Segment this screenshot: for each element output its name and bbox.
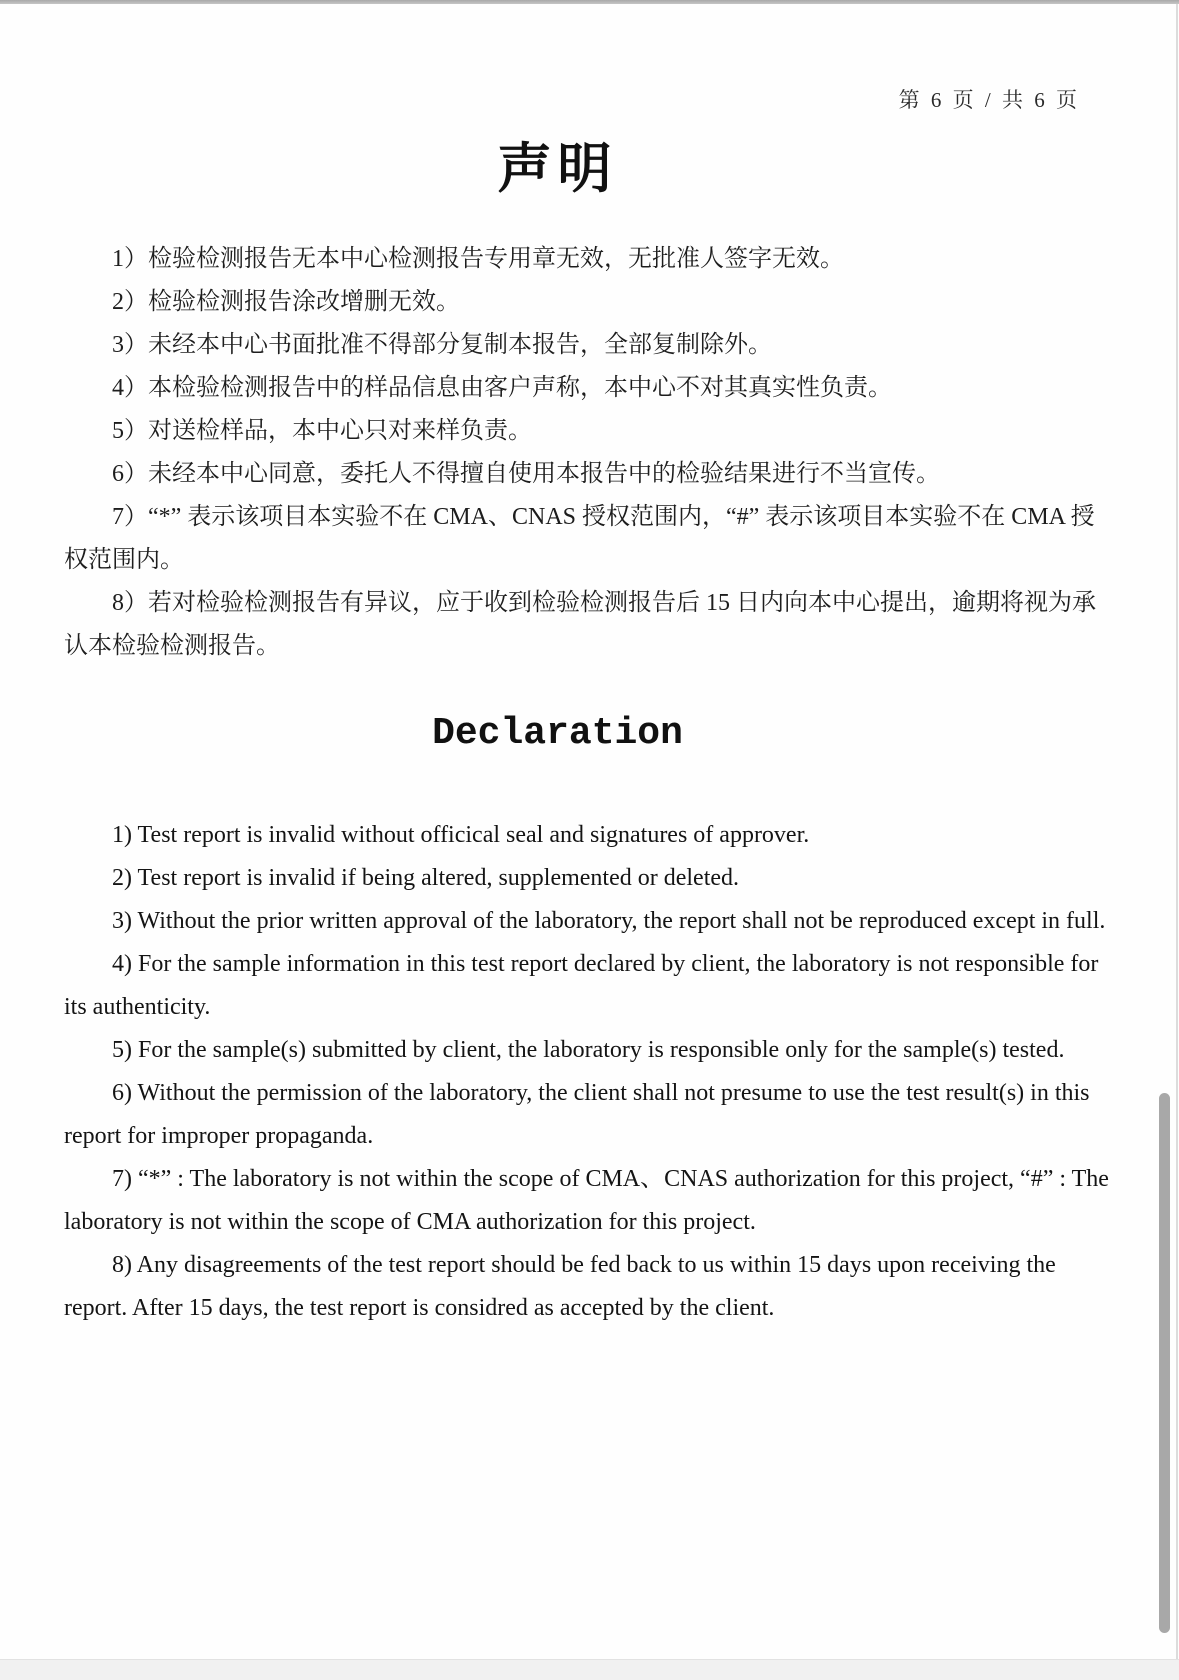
en-item-8: 8) Any disagreements of the test report should be fed back to us within 15 days upon receiving the report. After 15 days, the test report is considred as accepted by the client.: [64, 1252, 1056, 1321]
bottom-edge-strip: [0, 1659, 1179, 1680]
en-item-4: 4) For the sample information in this test report declared by client, the laboratory is not responsible for its authenticity.: [64, 951, 1099, 1020]
cn-item-3: 3）未经本中心书面批准不得部分复制本报告，全部复制除外。: [112, 332, 772, 358]
chinese-declaration-list: [64, 238, 1116, 668]
cn-item-4: 4）本检验检测报告中的样品信息由客户声称，本中心不对其真实性负责。: [112, 375, 892, 401]
top-edge-divider: [0, 0, 1179, 4]
chinese-title: 声明: [497, 139, 618, 199]
cn-item-6: 6）未经本中心同意，委托人不得擅自使用本报告中的检验结果进行不当宣传。: [112, 461, 940, 487]
en-item-6: 6) Without the permission of the laboratory, the client shall not presume to use the test result(s) in this report for improper propaganda.: [64, 1080, 1090, 1149]
scrollbar-thumb[interactable]: [1159, 1093, 1170, 1633]
page-right-edge: [1176, 4, 1178, 1660]
cn-item-7: 7）“*” 表示该项目本实验不在 CMA、CNAS 授权范围内，“#” 表示该项目本实验不在 CMA 授权范围内。: [64, 504, 1095, 573]
cn-item-5: 5）对送检样品，本中心只对来样负责。: [112, 418, 532, 444]
cn-item-2: 2）检验检测报告涂改增删无效。: [112, 289, 460, 315]
en-item-5: 5) For the sample(s) submitted by client, the laboratory is responsible only for the sample(s) tested.: [112, 1037, 1065, 1063]
cn-item-8: 8）若对检验检测报告有异议，应于收到检验检测报告后 15 日内向本中心提出，逾期将视为承认本检验检测报告。: [64, 590, 1096, 659]
en-item-3: 3) Without the prior written approval of the laboratory, the report shall not be reproduced except in full.: [112, 908, 1106, 934]
en-item-2: 2) Test report is invalid if being altered, supplemented or deleted.: [112, 865, 740, 891]
english-declaration-list: [64, 814, 1116, 1330]
en-item-7: 7) “*” : The laboratory is not within the scope of CMA、CNAS authorization for this project, “#” : The laboratory is not within the scope of CMA authorization for this project.: [64, 1166, 1109, 1235]
en-item-1: 1) Test report is invalid without officical seal and signatures of approver.: [112, 822, 810, 848]
english-title: Declaration: [432, 712, 683, 755]
page-number: 第 6 页 / 共 6 页: [898, 88, 1080, 112]
cn-item-1: 1）检验检测报告无本中心检测报告专用章无效，无批准人签字无效。: [112, 246, 844, 272]
